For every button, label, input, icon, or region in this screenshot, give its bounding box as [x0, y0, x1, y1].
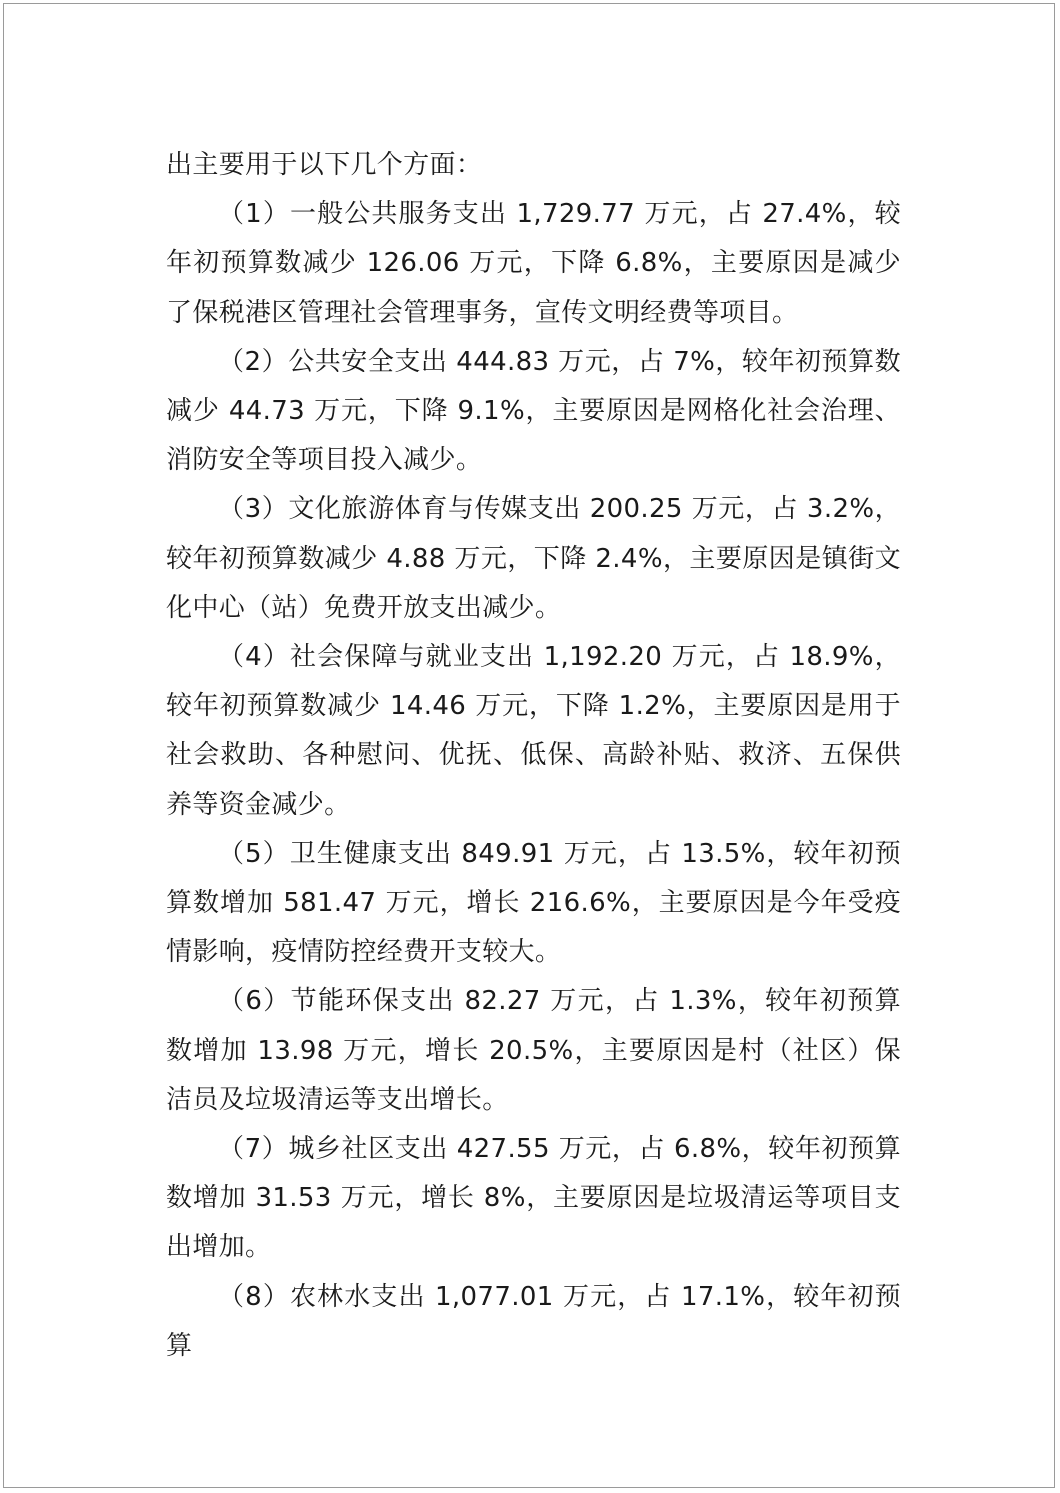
intro-line: 出主要用于以下几个方面：	[166, 150, 483, 180]
paragraph-agriculture-forestry-water: （8）农林水支出 1,077.01 万元，占 17.1%，较年初预算	[166, 1281, 901, 1361]
paragraph-urban-rural-community: （7）城乡社区支出 427.55 万元，占 6.8%，较年初预算数增加 31.53 万元，增长 8%，主要原因是垃圾清运等项目支出增加。	[166, 1134, 901, 1263]
paragraph-public-safety: （2）公共安全支出 444.83 万元，占 7%，较年初预算数减少 44.73 万元，下降 9.1%，主要原因是网格化社会治理、消防安全等项目投入减少。	[166, 346, 901, 476]
document-body	[166, 141, 901, 1371]
paragraph-culture-tourism-sports-media: （3）文化旅游体育与传媒支出 200.25 万元，占 3.2%，较年初预算数减少 4.88 万元，下降 2.4%，主要原因是镇街文化中心（站）免费开放支出减少。	[166, 494, 901, 623]
paragraph-general-public-services: （1）一般公共服务支出 1,729.77 万元，占 27.4%，较年初预算数减少 126.06 万元，下降 6.8%，主要原因是减少了保税港区管理社会管理事务，宣传文明经费等项目。	[166, 199, 901, 328]
paragraph-energy-environment: （6）节能环保支出 82.27 万元，占 1.3%，较年初预算数增加 13.98 万元，增长 20.5%，主要原因是村（社区）保洁员及垃圾清运等支出增长。	[166, 986, 901, 1115]
paragraph-health: （5）卫生健康支出 849.91 万元，占 13.5%，较年初预算数增加 581.47 万元，增长 216.6%，主要原因是今年受疫情影响，疫情防控经费开支较大。	[166, 838, 901, 968]
paragraph-social-security-employment: （4）社会保障与就业支出 1,192.20 万元，占 18.9%，较年初预算数减少 14.46 万元，下降 1.2%，主要原因是用于社会救助、各种慰问、优抚、低保、高龄补贴、救济、五保供养等资金减少。	[166, 642, 901, 820]
